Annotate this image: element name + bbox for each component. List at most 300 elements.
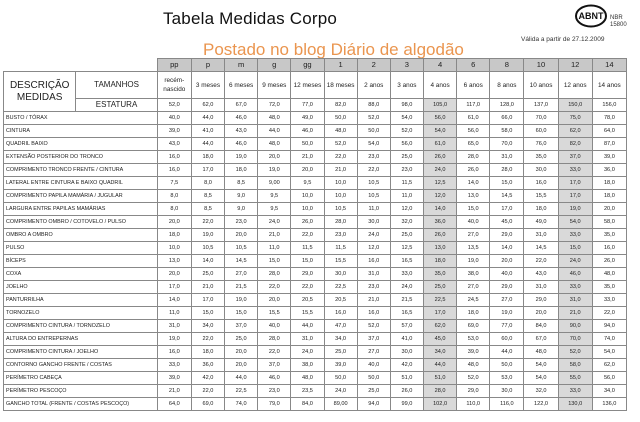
measure-value: 37,0 (357, 333, 390, 346)
measure-value: 21,0 (357, 294, 390, 307)
measure-value: 15,0 (291, 255, 324, 268)
size-header: 3 (390, 59, 423, 72)
measure-value: 48,0 (258, 112, 291, 125)
stature-value: 156,0 (592, 99, 626, 112)
table-row (4, 112, 627, 125)
measure-value: 47,0 (324, 320, 357, 333)
measure-value: 12,0 (390, 203, 423, 216)
measure-value: 24,0 (258, 216, 291, 229)
measure-value: 22,0 (291, 229, 324, 242)
measure-name: CONTORNO GANCHO FRENTE / COSTAS (4, 359, 158, 372)
measure-value: 136,0 (592, 398, 626, 411)
measure-value: 58,0 (490, 125, 524, 138)
measure-value: 21,0 (291, 151, 324, 164)
measure-name: OMBRO A OMBRO (4, 229, 158, 242)
measure-value: 14,5 (225, 255, 258, 268)
measure-value: 15,0 (191, 307, 224, 320)
table-row (4, 281, 627, 294)
measure-value: 29,0 (490, 229, 524, 242)
measure-value: 48,0 (258, 138, 291, 151)
valid-from-text: Válida a partir de 27.12.2009 (521, 36, 605, 43)
measure-value: 12,5 (423, 177, 456, 190)
measure-value: 35,0 (423, 268, 456, 281)
measure-value: 55,0 (558, 372, 592, 385)
measure-value: 14,0 (157, 294, 191, 307)
measure-name: TORNOZELO (4, 307, 158, 320)
measure-value: 30,0 (490, 385, 524, 398)
measure-value: 29,0 (524, 294, 558, 307)
measure-value: 77,0 (490, 320, 524, 333)
table-row (4, 164, 627, 177)
measure-value: 23,0 (357, 151, 390, 164)
measure-value: 18,0 (457, 307, 490, 320)
measure-value: 36,0 (423, 216, 456, 229)
measure-value: 26,0 (291, 216, 324, 229)
measure-value: 62,0 (592, 359, 626, 372)
measure-value: 26,0 (457, 164, 490, 177)
size-header: pp (157, 59, 191, 72)
measure-value: 23,0 (324, 229, 357, 242)
measure-value: 48,0 (324, 125, 357, 138)
measure-value: 10,5 (191, 242, 224, 255)
measure-value: 19,0 (157, 333, 191, 346)
table-row (4, 307, 627, 320)
measure-value: 27,0 (357, 346, 390, 359)
table-row (4, 320, 627, 333)
measure-value: 23,0 (225, 216, 258, 229)
measure-value: 25,0 (357, 385, 390, 398)
measure-value: 10,5 (357, 177, 390, 190)
measure-value: 20,0 (225, 359, 258, 372)
measure-value: 39,0 (157, 125, 191, 138)
table-row (4, 294, 627, 307)
corner-blank (4, 59, 158, 72)
measure-value: 11,5 (324, 242, 357, 255)
measure-value: 17,0 (490, 203, 524, 216)
measure-value: 64,0 (157, 398, 191, 411)
measure-name: GANCHO TOTAL (FRENTE / COSTAS PESCOÇO) (4, 398, 158, 411)
page-title: Tabela Medidas Corpo (162, 9, 338, 28)
measure-value: 14,0 (191, 255, 224, 268)
measure-value: 45,0 (423, 333, 456, 346)
measure-value: 39,0 (324, 359, 357, 372)
measure-value: 20,0 (225, 229, 258, 242)
measure-value: 70,0 (558, 333, 592, 346)
measure-value: 54,0 (357, 138, 390, 151)
table-row (4, 333, 627, 346)
measure-value: 13,5 (457, 242, 490, 255)
table-row (4, 190, 627, 203)
measure-value: 22,0 (324, 151, 357, 164)
measure-value: 12,0 (357, 242, 390, 255)
measure-value: 46,0 (225, 112, 258, 125)
measure-value: 29,0 (457, 385, 490, 398)
measure-value: 25,0 (225, 333, 258, 346)
measure-value: 39,0 (457, 346, 490, 359)
measure-value: 18,0 (157, 229, 191, 242)
measure-value: 31,0 (357, 268, 390, 281)
measure-value: 25,0 (390, 229, 423, 242)
measure-name: COMPRIMENTO CINTURA / JOELHO (4, 346, 158, 359)
measure-value: 78,0 (592, 112, 626, 125)
measure-value: 20,0 (157, 216, 191, 229)
measure-value: 44,0 (225, 372, 258, 385)
measure-value: 16,0 (157, 346, 191, 359)
measure-value: 13,0 (157, 255, 191, 268)
measure-value: 116,0 (490, 398, 524, 411)
measure-value: 56,0 (592, 372, 626, 385)
measure-value: 16,0 (324, 307, 357, 320)
size-header: g (258, 59, 291, 72)
table-row (4, 255, 627, 268)
measure-value: 16,5 (390, 255, 423, 268)
measure-value: 42,0 (390, 359, 423, 372)
measure-value: 15,0 (225, 307, 258, 320)
measure-value: 33,0 (558, 385, 592, 398)
measure-value: 89,00 (324, 398, 357, 411)
measure-value: 15,5 (524, 190, 558, 203)
measure-value: 16,5 (390, 307, 423, 320)
measure-value: 21,0 (191, 281, 224, 294)
measure-value: 19,0 (225, 294, 258, 307)
size-header: 2 (357, 59, 390, 72)
measure-name: BÍCEPS (4, 255, 158, 268)
measure-value: 64,0 (592, 125, 626, 138)
measure-value: 31,0 (291, 333, 324, 346)
measure-value: 54,0 (390, 112, 423, 125)
table-row (4, 242, 627, 255)
measure-value: 84,0 (524, 320, 558, 333)
measure-value: 52,0 (357, 112, 390, 125)
measure-value: 44,0 (490, 346, 524, 359)
table-row (4, 138, 627, 151)
blog-watermark: Postado no blog Diário de algodão (203, 40, 464, 59)
measure-value: 14,0 (490, 242, 524, 255)
measure-value: 40,0 (357, 359, 390, 372)
table-row (4, 125, 627, 138)
measure-value: 32,0 (390, 216, 423, 229)
measure-value: 51,0 (423, 372, 456, 385)
measure-value: 9,5 (291, 177, 324, 190)
measure-value: 33,0 (157, 359, 191, 372)
measure-value: 43,0 (225, 125, 258, 138)
measure-value: 17,0 (558, 177, 592, 190)
measure-value: 54,0 (524, 359, 558, 372)
age-header: 4 anos (423, 72, 456, 99)
measure-value: 46,0 (558, 268, 592, 281)
measure-value: 8,0 (191, 177, 224, 190)
measure-name: PERÍMETRO CABEÇA (4, 372, 158, 385)
stature-value: 105,0 (423, 99, 456, 112)
measure-value: 35,0 (592, 229, 626, 242)
measure-value: 38,0 (457, 268, 490, 281)
measure-value: 22,5 (324, 281, 357, 294)
measure-value: 14,0 (457, 177, 490, 190)
stature-value: 77,0 (291, 99, 324, 112)
measure-value: 61,0 (457, 112, 490, 125)
measure-value: 14,5 (490, 190, 524, 203)
measure-value: 15,0 (490, 177, 524, 190)
measure-value: 50,0 (291, 138, 324, 151)
measure-value: 16,0 (357, 255, 390, 268)
measure-value: 20,5 (291, 294, 324, 307)
stature-value: 82,0 (324, 99, 357, 112)
measure-value: 30,0 (324, 268, 357, 281)
measure-value: 62,0 (423, 320, 456, 333)
measure-value: 23,0 (390, 164, 423, 177)
measure-value: 12,5 (390, 242, 423, 255)
measure-value: 20,0 (225, 346, 258, 359)
measure-value: 35,0 (524, 151, 558, 164)
measure-value: 33,0 (592, 294, 626, 307)
measure-value: 22,5 (225, 385, 258, 398)
table-row (4, 359, 627, 372)
measure-value: 20,0 (291, 164, 324, 177)
measure-value: 17,0 (191, 294, 224, 307)
measure-value: 18,0 (191, 151, 224, 164)
measure-value: 22,0 (258, 281, 291, 294)
measure-value: 22,0 (524, 255, 558, 268)
age-header: 3 anos (390, 72, 423, 99)
measure-name: PERÍMETRO PESCOÇO (4, 385, 158, 398)
stature-value: 72,0 (258, 99, 291, 112)
measure-value: 84,0 (291, 398, 324, 411)
size-header: 1 (324, 59, 357, 72)
measure-name: JOELHO (4, 281, 158, 294)
measure-value: 76,0 (524, 138, 558, 151)
measure-value: 26,0 (423, 229, 456, 242)
measure-value: 20,0 (592, 203, 626, 216)
measure-value: 50,0 (357, 372, 390, 385)
measure-value: 29,0 (490, 281, 524, 294)
measure-value: 38,0 (291, 359, 324, 372)
measure-value: 31,0 (558, 294, 592, 307)
sizes-label: TAMANHOS (76, 72, 157, 99)
measure-value: 33,0 (558, 281, 592, 294)
measure-value: 20,5 (324, 294, 357, 307)
measure-value: 9,00 (258, 177, 291, 190)
measure-value: 26,0 (592, 255, 626, 268)
measure-value: 44,0 (423, 359, 456, 372)
measure-value: 8,0 (157, 203, 191, 216)
measure-value: 37,0 (558, 151, 592, 164)
measure-name: CINTURA (4, 125, 158, 138)
measure-value: 17,0 (558, 190, 592, 203)
measure-value: 19,0 (258, 164, 291, 177)
measure-value: 12,0 (423, 190, 456, 203)
measure-value: 30,0 (524, 164, 558, 177)
measure-value: 17,0 (157, 281, 191, 294)
measure-value: 23,0 (258, 385, 291, 398)
measure-value: 56,0 (457, 125, 490, 138)
table-row (4, 398, 627, 411)
measure-value: 79,0 (258, 398, 291, 411)
measure-value: 15,0 (258, 255, 291, 268)
measure-value: 54,0 (524, 372, 558, 385)
measure-value: 16,0 (524, 177, 558, 190)
measure-value: 11,0 (390, 190, 423, 203)
measure-value: 34,0 (592, 385, 626, 398)
measure-value: 53,0 (490, 372, 524, 385)
stature-value: 88,0 (357, 99, 390, 112)
measure-name: BUSTO / TÓRAX (4, 112, 158, 125)
measure-value: 24,0 (324, 385, 357, 398)
size-header: gg (291, 59, 324, 72)
measure-name: EXTENSÃO POSTERIOR DO TRONCO (4, 151, 158, 164)
measure-value: 39,0 (592, 151, 626, 164)
measure-value: 18,0 (225, 164, 258, 177)
measure-value: 15,5 (258, 307, 291, 320)
measure-value: 62,0 (558, 125, 592, 138)
abnt-logo-icon (574, 4, 608, 28)
measure-value: 8,5 (191, 203, 224, 216)
measure-value: 22,0 (258, 346, 291, 359)
measure-value: 49,0 (524, 216, 558, 229)
measure-value: 13,0 (457, 190, 490, 203)
measure-value: 50,0 (324, 112, 357, 125)
stature-value: 150,0 (558, 99, 592, 112)
measure-value: 40,0 (457, 216, 490, 229)
measure-value: 29,0 (291, 268, 324, 281)
measure-value: 10,5 (324, 203, 357, 216)
age-header: 14 anos (592, 72, 626, 99)
measure-value: 37,0 (225, 320, 258, 333)
measure-value: 30,0 (357, 216, 390, 229)
size-header: 6 (457, 59, 490, 72)
measure-name: COMPRIMENTO PAPILA MAMÁRIA / JUGULAR (4, 190, 158, 203)
measure-value: 11,0 (157, 307, 191, 320)
measure-value: 9,0 (225, 190, 258, 203)
measure-value: 31,0 (157, 320, 191, 333)
measure-value: 27,0 (225, 268, 258, 281)
measure-value: 66,0 (490, 112, 524, 125)
measure-value: 16,0 (157, 164, 191, 177)
measure-value: 21,0 (157, 385, 191, 398)
measure-value: 48,0 (592, 268, 626, 281)
age-header: recém-nascido (157, 72, 191, 99)
age-header: 9 meses (258, 72, 291, 99)
measure-value: 70,0 (490, 138, 524, 151)
measure-value: 45,0 (490, 216, 524, 229)
measure-value: 37,0 (258, 359, 291, 372)
size-header: 10 (524, 59, 558, 72)
measure-value: 11,0 (258, 242, 291, 255)
size-header: 4 (423, 59, 456, 72)
stature-value: 52,0 (157, 99, 191, 112)
measure-value: 102,0 (423, 398, 456, 411)
measure-value: 43,0 (157, 138, 191, 151)
measure-name: LARGURA ENTRE PAPILAS MAMÁRIAS (4, 203, 158, 216)
measure-value: 58,0 (558, 359, 592, 372)
measure-value: 21,5 (225, 281, 258, 294)
measure-name: PULSO (4, 242, 158, 255)
measure-value: 31,0 (490, 151, 524, 164)
measure-value: 20,0 (524, 307, 558, 320)
measure-value: 74,0 (225, 398, 258, 411)
stature-value: 117,0 (457, 99, 490, 112)
table-row (4, 203, 627, 216)
measure-value: 26,0 (390, 385, 423, 398)
measure-value: 19,0 (225, 151, 258, 164)
measure-value: 10,0 (291, 190, 324, 203)
age-header: 3 meses (191, 72, 224, 99)
measure-value: 9,5 (258, 203, 291, 216)
measure-value: 34,0 (324, 333, 357, 346)
measure-value: 28,0 (258, 268, 291, 281)
measure-value: 28,0 (423, 385, 456, 398)
measure-value: 23,0 (357, 281, 390, 294)
measure-value: 17,0 (191, 164, 224, 177)
measure-value: 22,0 (291, 281, 324, 294)
measure-value: 130,0 (558, 398, 592, 411)
measure-value: 7,5 (157, 177, 191, 190)
measure-value: 20,0 (157, 268, 191, 281)
table-row (4, 385, 627, 398)
measure-value: 19,0 (191, 229, 224, 242)
measure-value: 42,0 (191, 372, 224, 385)
measure-value: 69,0 (457, 320, 490, 333)
measure-name: COXA (4, 268, 158, 281)
measure-value: 18,0 (592, 177, 626, 190)
table-row (4, 151, 627, 164)
age-header: 12 meses (291, 72, 324, 99)
measure-value: 65,0 (457, 138, 490, 151)
measure-value: 33,0 (390, 268, 423, 281)
measure-value: 20,0 (258, 294, 291, 307)
measure-value: 10,5 (225, 242, 258, 255)
measure-value: 27,0 (457, 281, 490, 294)
desc-header: DESCRIÇÃO MEDIDAS (4, 72, 76, 112)
measure-value: 10,0 (324, 177, 357, 190)
measure-value: 10,0 (291, 203, 324, 216)
measure-value: 27,0 (490, 294, 524, 307)
measure-value: 18,0 (191, 346, 224, 359)
measure-name: COMPRIMENTO CINTURA / TORNOZELO (4, 320, 158, 333)
measure-value: 22,0 (191, 385, 224, 398)
measure-value: 24,0 (291, 346, 324, 359)
measure-value: 21,5 (390, 294, 423, 307)
measure-value: 52,0 (357, 320, 390, 333)
measure-value: 34,0 (423, 346, 456, 359)
age-header: 8 anos (490, 72, 524, 99)
measure-value: 28,0 (324, 216, 357, 229)
stature-value: 137,0 (524, 99, 558, 112)
measure-value: 31,0 (524, 229, 558, 242)
age-header: 6 meses (225, 72, 258, 99)
stature-row (4, 99, 627, 112)
measure-value: 14,5 (524, 242, 558, 255)
measurements-table (3, 58, 627, 411)
measure-value: 67,0 (524, 333, 558, 346)
measure-value: 41,0 (390, 333, 423, 346)
measure-value: 48,0 (291, 372, 324, 385)
measure-value: 48,0 (457, 359, 490, 372)
measure-value: 36,0 (191, 359, 224, 372)
measure-value: 33,0 (558, 229, 592, 242)
measure-value: 15,5 (291, 307, 324, 320)
measure-value: 25,0 (423, 281, 456, 294)
age-header: 6 anos (457, 72, 490, 99)
measure-value: 46,0 (225, 138, 258, 151)
table-row (4, 229, 627, 242)
size-header: m (225, 59, 258, 72)
measure-value: 19,0 (558, 203, 592, 216)
measure-value: 39,0 (157, 372, 191, 385)
stature-value: 62,0 (191, 99, 224, 112)
measure-value: 74,0 (592, 333, 626, 346)
measure-value: 22,5 (423, 294, 456, 307)
measure-value: 94,0 (357, 398, 390, 411)
